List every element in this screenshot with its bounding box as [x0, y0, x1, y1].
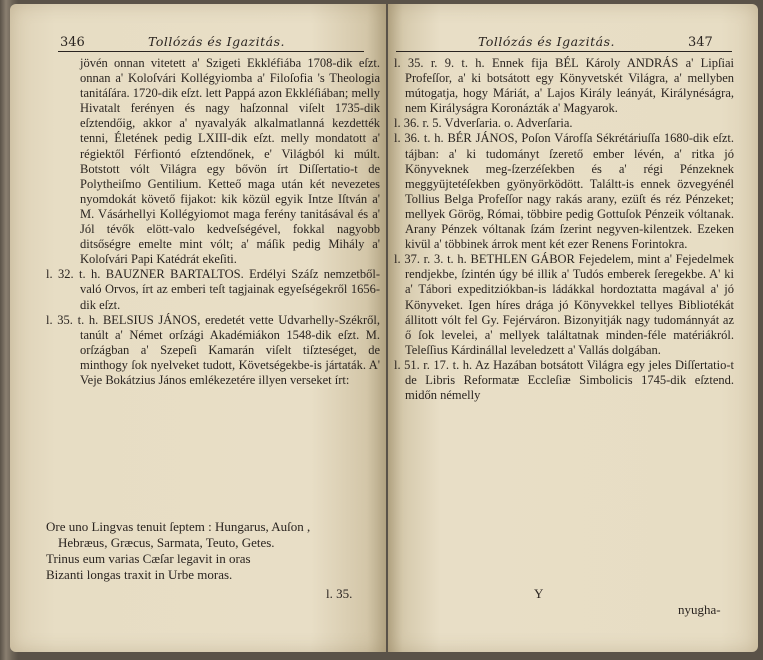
right-header-rule [396, 51, 732, 52]
continuation-paragraph: jövén onnan vitetett a' Szigeti Ekkléfiába 1708-dik eſzt. onnan a' Koloſvári Kollégyiomba a' Filoſofia 's Theologia tanitáſára. 1720-dik eſzt. lett Pappá azon Ekkléſiában; melly Hivatalt ferényen és nagy haſzonnal viſelt 1735-dik eſztendőig, akkor a' nyavalyák alkalmatlanná kezdették tenni, Életének pedig LXIII-dik eſzt. melly mondatott a' régiektől Férfiontó eſztendőnek, e' Világból ki múlt. Botstott vólt Világra egy bővön írt Diſſertatio-t de Polytheiſmo Gentilium. Ketteő maga után két nevezetes nyomdokát követő fijakot: kik közül egyik Intze Iſtván a' M. Vásárhellyi Kollégyiomot maga ferény tanitásával és a' Jól tévők elött-valo kedveſségével, fokkal nagyobb ditsőségre emelte mint vólt; a' máſik pedig Mihály a' Koloſvári Papi Katédrát ekeſiti. [80, 56, 380, 267]
entry-bel: l. 35. r. 9. t. h. Ennek fija BÉL Károly ANDRÁS a' Lipſiai Profeſſor, a' ki botsátott egy Könyvetskét Világra, a' mellyben mútogatja, hogy Máriát, a' Lajos Király leányát, Királynéságra, nem Királyságra Koronázták a' Magyarok. [394, 56, 734, 116]
right-catchword: nyugha- [678, 602, 721, 617]
poem-line: Bizanti longas traxit in Urbe moras. [46, 567, 233, 582]
left-header-rule [58, 51, 364, 52]
right-running-head: Tollózás és Igazitás. [478, 34, 615, 49]
poem-line: Trinus eum varias Cæſar legavit in oras [46, 551, 251, 566]
signature-mark: Y [534, 586, 544, 601]
left-catchword: l. 35. [326, 586, 353, 601]
entry-bauzner: l. 32. t. h. BAUZNER BARTALTOS. Erdélyi Száſz nemzetből-való Orvos, írt az emberi teſt tagjainak egyeſségekről 1656-dik eſzt. [46, 267, 380, 312]
poem-line: Ore uno Lingvas tenuit ſeptem : Hungarus, Auſon , [46, 519, 311, 534]
entry-belsius: l. 35. t. h. BELSIUS JÁNOS, eredetét vette Udvarhelly-Székről, tanúlt a' Német orſzági Akadémiákon 1548-dik eſzt. M. orſzágban a' Szepeſi Kamarán viſelt tiſzteséget, de minthogy ſok nyelveket tudott, Követségekbe-is jártaták. A' Veje Bokátzius János emlékezetére illyen verseket írt: [46, 312, 380, 387]
entry-bethlen: l. 37. r. 3. t. h. BETHLEN GÁBOR Fejedelem, mint a' Fejedelmek rendjekbe, ſzintén úgy bé illik a' Tudós emberek ſeregekbe. A' ki a' Tábori expeditziókban-is ládákkal hordoztatta magával a' jó Könyveket. Igen híres drága jó Könyvekkel tellyes Bibliotékát állitott vólt fel Gy. Fejérváron. Bizonyitják nagy tudománnyát az ő ſok levelei, a' mellyek találtatnak minden-féle matériákról. Teleſſius Kárdinállal leveledzett a' Vallás dolgában. [394, 252, 734, 357]
right-page [388, 4, 758, 652]
left-running-head: Tollózás és Igazitás. [148, 34, 285, 49]
entry-line-51: l. 51. r. 17. t. h. Az Hazában botsátott Világra egy jeles Diſſertatio-t de Libris Reformatæ Eccleſiæ Simbolicis 1745-dik eſztend. midőn némelly [394, 357, 734, 403]
left-page-number: 346 [60, 35, 85, 50]
right-text-block [394, 56, 734, 403]
left-page [10, 4, 386, 652]
left-text-block [46, 56, 380, 388]
latin-poem [46, 519, 376, 583]
entry-vdversaria: l. 36. r. 5. Vdverſaria. o. Adverſaria. [394, 116, 573, 131]
entry-ber: l. 36. t. h. BÉR JÁNOS, Poſon Várofſa Sékrétáriuſſa 1680-dik eſzt. tájban: a' ki tudományt ſzerető ember lévén, a' ritka jó Könyveknek meg-ſzerzéſekben és a' régi Pénzeknek meggyüjtetéſekben gyönyörködött. Találtt-is ennek özvegyénél Tollius Belga Profeſſor nagy rakás arany, ezüſt és réz Pénzeket; mellyek Görög, Római, többire pedig Gottuſok Pénzeik vóltanak. Arany Pénzek vóltanak ſzám ſzerint negyven-kilentzek. Ezeken kivül a' többinek árrok ment két ezer Renens Forintokra. [394, 131, 734, 252]
right-page-number: 347 [688, 35, 713, 50]
poem-line: Hebræus, Græcus, Sarmata, Teuto, Getes. [58, 535, 275, 550]
